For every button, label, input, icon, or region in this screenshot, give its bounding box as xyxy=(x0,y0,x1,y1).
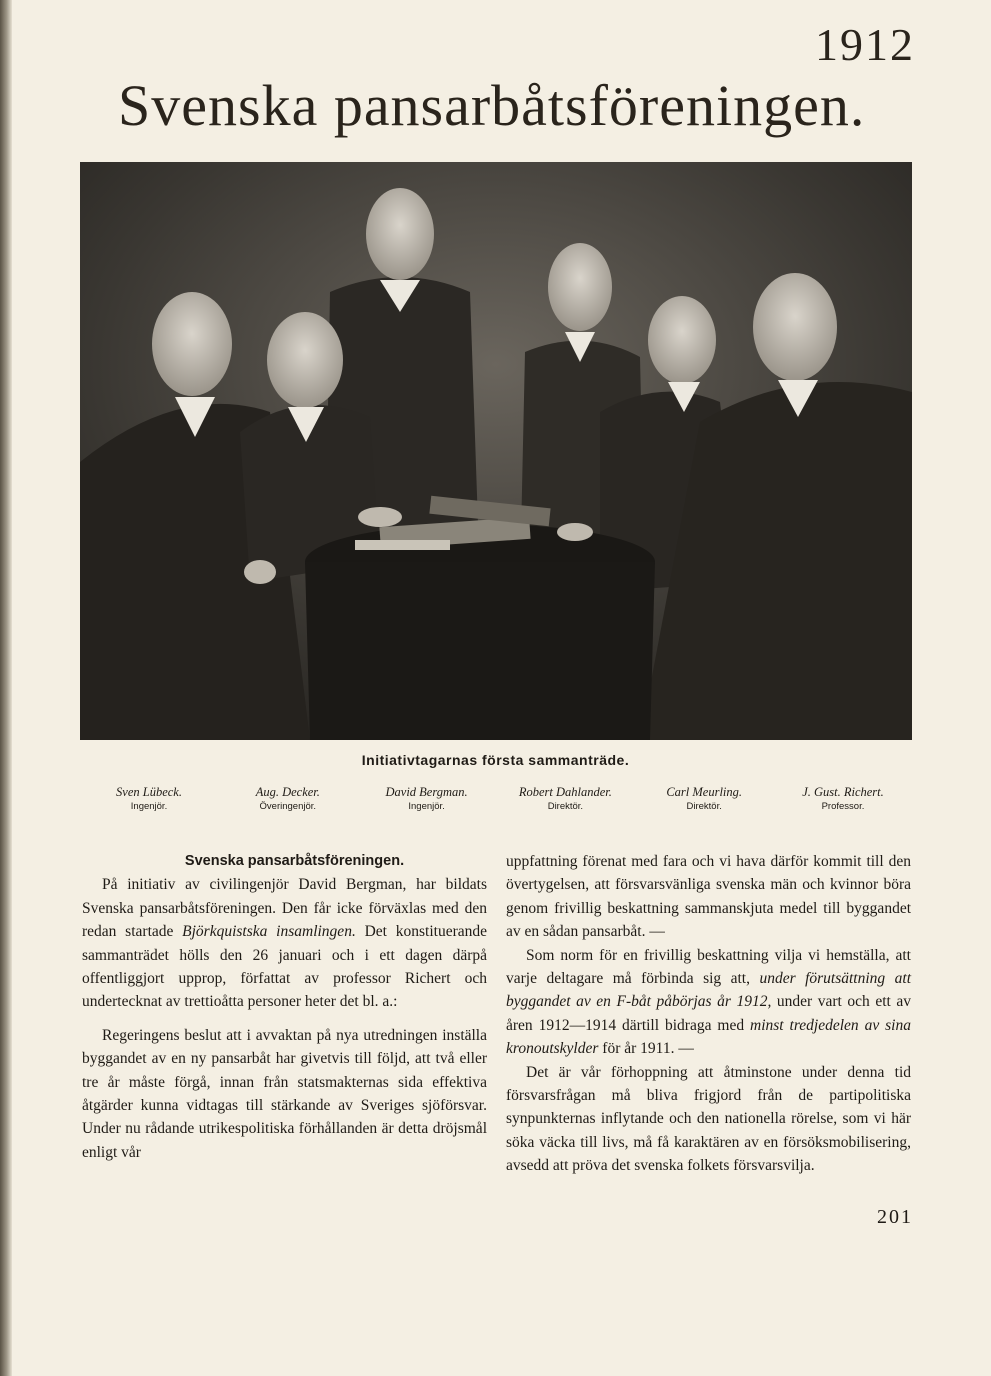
person-label xyxy=(774,785,912,812)
photo-name-row xyxy=(80,785,912,812)
person-title: Överingenjör. xyxy=(259,801,317,812)
article-column-right xyxy=(506,850,911,1178)
article-heading: Svenska pansarbåtsföreningen. xyxy=(184,853,405,869)
emphasis-text: under förutsättning att byggandet av en F-båt påbörjas år 1912, xyxy=(506,970,911,1011)
paragraph-text: Det konstituerande sammanträdet hölls den 26 januari och i ett dagen därpå offentliggjort upprop, författat av professor Richert och undertecknat av trettioåtta personer heter det bl. a.: xyxy=(82,923,487,1011)
person-label xyxy=(496,785,634,812)
quote-paragraph: Regeringens beslut att i avvaktan på nya utredningen inställa byggandet av en ny pansarbåt har givetvis till följd, att två eller tre år måste förgå, innan från statsmakternas sida effektiva åtgärder kunna vidtagas till stärkande av Sveriges sjöförsvar. Under nu rådande utrikespolitiska förhållanden är detta dröjsmål enligt vår xyxy=(82,1026,487,1161)
paragraph-text: för år 1911. — xyxy=(598,1040,694,1058)
emphasis-text: minst tredjedelen av sina kronoutskylder xyxy=(506,1016,911,1058)
person-title: Professor. xyxy=(821,801,865,812)
quote-paragraph: uppfattning förenat med fara och vi hava därför kommit till den övertygelsen, att försvarsvänliga svenska män och kvinnor böra genom frivillig beskattning sammanskjuta medel till byggandet av en sådan pansarbåt. — xyxy=(506,853,911,941)
person-title: Ingenjör. xyxy=(130,801,168,812)
person-label xyxy=(358,785,496,812)
book-spine-shadow xyxy=(0,0,12,1376)
person-name: David Bergman. xyxy=(385,785,468,799)
person-name: J. Gust. Richert. xyxy=(802,785,884,799)
page-number: 201 xyxy=(877,1206,913,1228)
quote-paragraph xyxy=(506,944,911,1061)
paragraph-text: På initiativ av civilingenjör David Bergman, har bildats Svenska pansarbåtsföreningen. Den får icke förväxlas med den redan startade xyxy=(82,876,487,941)
person-name: Carl Meurling. xyxy=(666,785,743,799)
person-name: Aug. Decker. xyxy=(255,785,320,799)
paragraph-text: under vart och ett av åren 1912—1914 därtill bidraga med xyxy=(506,993,912,1034)
person-title: Ingenjör. xyxy=(408,801,445,812)
person-name: Robert Dahlander. xyxy=(518,785,612,799)
page-title: Svenska pansarbåtsföreningen. xyxy=(118,73,866,138)
person-label xyxy=(635,785,773,812)
year-heading: 1912 xyxy=(815,19,915,70)
person-title: Direktör. xyxy=(547,801,584,812)
article-paragraph xyxy=(82,873,487,1013)
paragraph-text: Som norm för en frivillig beskattning vilja vi hemställa, att varje deltagare må förbinda sig att, xyxy=(506,946,911,988)
person-name: Sven Lübeck. xyxy=(116,785,182,799)
emphasis-text: Björkquistska insamlingen. xyxy=(182,923,356,941)
article-column-left xyxy=(82,850,487,1164)
person-label xyxy=(80,785,218,812)
person-title: Direktör. xyxy=(686,801,722,812)
quote-paragraph: Det är vår förhoppning att åtminstone under denna tid försvarsfrågan må bliva frigjord från de partipolitiska synpunkternas inflytande och den nationella rörelse, som vi här söka väcka till livs, må få karaktären av en försöksmobilisering, avsedd att pröva det svenska folkets försvarsvilja. xyxy=(506,1063,911,1175)
photo-caption: Initiativtagarnas första sammanträde. xyxy=(361,752,630,768)
person-label xyxy=(219,785,357,812)
group-photograph xyxy=(80,162,912,740)
